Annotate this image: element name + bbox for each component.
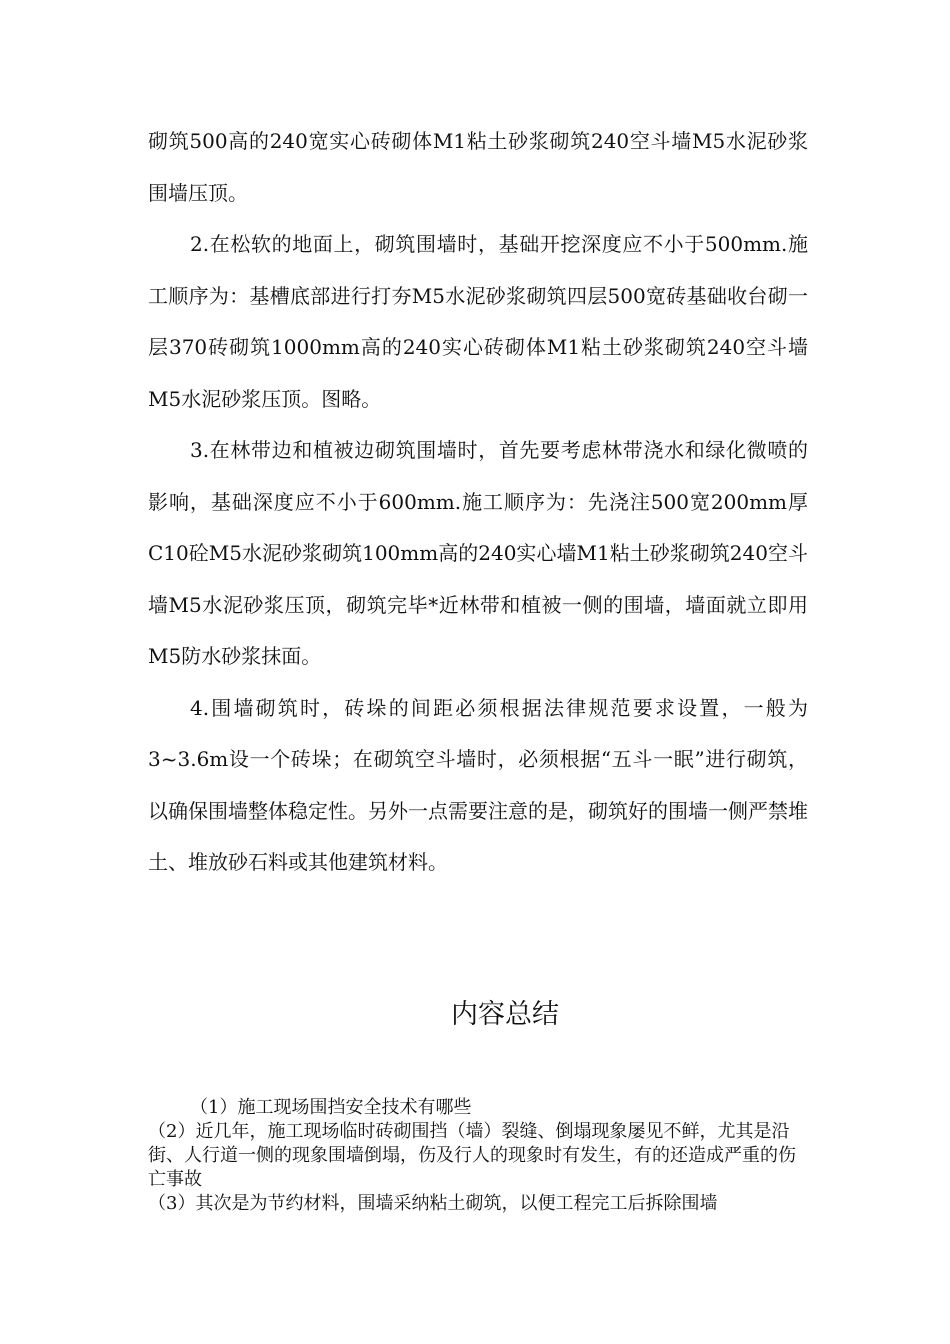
summary-item-3: （3）其次是为节约材料，围墙采纳粘土砌筑，以便工程完工后拆除围墙 [148, 1193, 718, 1214]
summary-item-2: （2）近几年，施工现场临时砖砌围挡（墙）裂缝、倒塌现象屡见不鲜，尤其是沿街、人行道一侧的现象围墙倒塌，伤及行人的现象时有发生，有的还造成严重的伤亡事故 [148, 1121, 796, 1190]
paragraph-item-3: 3.在林带边和植被边砌筑围墙时，首先要考虑林带浇水和绿化微喷的影响，基础深度应不小于600mm.施工顺序为：先浇注500宽200mm厚C10砼M5水泥砂浆砌筑100mm高的240实心墙M1粘土砂浆砌筑240空斗墙M5水泥砂浆压顶，砌筑完毕*近林带和植被一侧的围墙，墙面就立即用M5防水砂浆抹面。 [148, 438, 808, 668]
summary-item-1: （1）施工现场围挡安全技术有哪些 [190, 1097, 472, 1118]
summary-section [148, 1096, 808, 1216]
paragraph-continuation: 砌筑500高的240宽实心砖砌体M1粘土砂浆砌筑240空斗墙M5水泥砂浆围墙压顶。 [148, 129, 808, 205]
summary-heading: 内容总结 [451, 999, 559, 1030]
paragraph-item-4: 4.围墙砌筑时，砖垛的间距必须根据法律规范要求设置，一般为3~3.6m设一个砖垛；在砌筑空斗墙时，必须根据“五斗一眠”进行砌筑，以确保围墙整体稳定性。另外一点需要注意的是，砌筑好的围墙一侧严禁堆土、堆放砂石料或其他建筑材料。 [148, 695, 808, 874]
paragraph-item-2: 2.在松软的地面上，砌筑围墙时，基础开挖深度应不小于500mm.施工顺序为：基槽底部进行打夯M5水泥砂浆砌筑四层500宽砖基础收台砌一层370砖砌筑1000mm高的240实心砖砌体M1粘土砂浆砌筑240空斗墙M5水泥砂浆压顶。图略。 [148, 232, 808, 411]
body-text [148, 116, 808, 889]
